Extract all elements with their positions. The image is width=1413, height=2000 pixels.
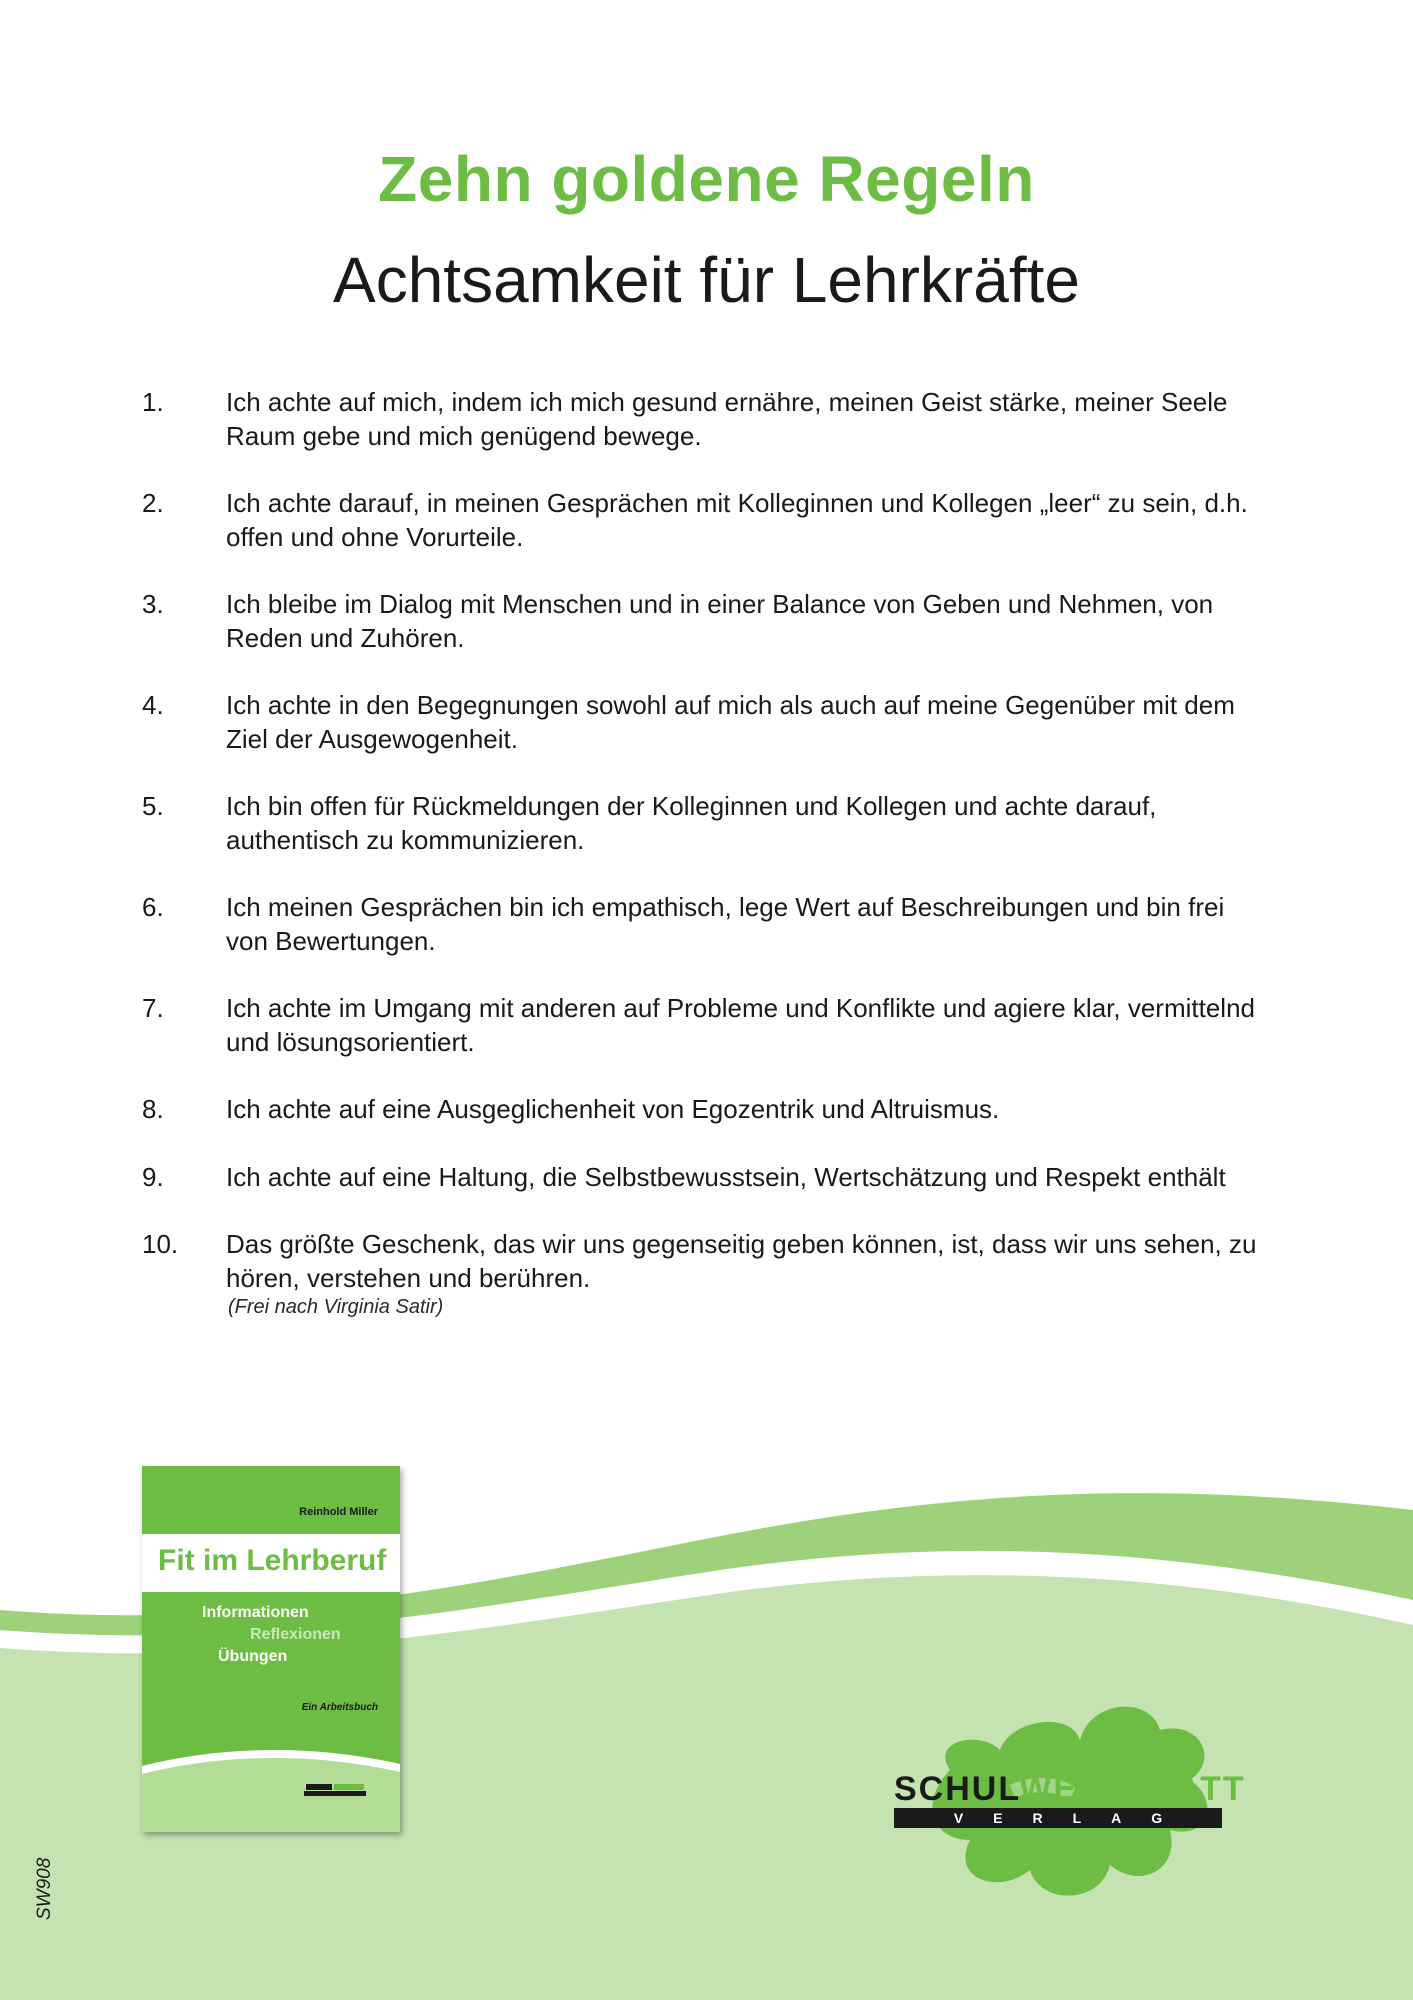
book-subtitle: Ein Arbeitsbuch bbox=[301, 1702, 378, 1713]
rule-number: 8. bbox=[142, 1094, 164, 1124]
rule-number: 2. bbox=[142, 488, 164, 518]
rule-number: 5. bbox=[142, 791, 164, 821]
rule-text: Ich achte auf eine Ausgeglichenheit von Egozentrik und Altruismus. bbox=[226, 1094, 1000, 1124]
publisher-name-part1: SCHUL bbox=[894, 1770, 1020, 1808]
book-author: Reinhold Miller bbox=[299, 1506, 378, 1518]
rule-text: Ich achte in den Begegnungen sowohl auf mich als auch auf meine Gegenüber mit dem Ziel der Ausgewogenheit. bbox=[226, 690, 1235, 754]
rule-text: Ich achte auf eine Haltung, die Selbstbewusstsein, Wertschätzung und Respekt enthält bbox=[226, 1162, 1226, 1192]
page-subtitle: Achtsamkeit für Lehrkräfte bbox=[333, 244, 1080, 316]
book-line: Reflexionen bbox=[250, 1626, 341, 1643]
publisher-tagline: VERLAG bbox=[894, 1808, 1222, 1828]
rule-text: Ich meinen Gesprächen bin ich empathisch, lege Wert auf Beschreibungen und bin frei von Bewertungen. bbox=[226, 892, 1225, 956]
publisher-name bbox=[894, 1770, 1246, 1809]
rule-number: 3. bbox=[142, 589, 164, 619]
rule-text: Ich bin offen für Rückmeldungen der Kolleginnen und Kollegen und achte darauf, authentisch zu kommunizieren. bbox=[226, 791, 1157, 855]
rule-text: Ich achte auf mich, indem ich mich gesund ernähre, meinen Geist stärke, meiner Seele Raum gebe und mich genügend bewege. bbox=[226, 387, 1228, 451]
rule-text: Ich achte im Umgang mit anderen auf Probleme und Konflikte und agiere klar, vermittelnd und lösungsorientiert. bbox=[226, 993, 1255, 1057]
rule-text: Ich bleibe im Dialog mit Menschen und in einer Balance von Geben und Nehmen, von Reden und Zuhören. bbox=[226, 589, 1214, 653]
rule-text: Das größte Geschenk, das wir uns gegenseitig geben können, ist, dass wir uns sehen, zu hören, verstehen und berühren. bbox=[226, 1229, 1257, 1293]
rule-text: Ich achte darauf, in meinen Gesprächen mit Kolleginnen und Kollegen „leer“ zu sein, d.h. offen und ohne Vorurteile. bbox=[226, 488, 1248, 552]
citation: (Frei nach Virginia Satir) bbox=[228, 1296, 444, 1318]
book-cover bbox=[142, 1466, 400, 1832]
rule-number: 10. bbox=[142, 1229, 179, 1259]
rule-number: 9. bbox=[142, 1162, 164, 1192]
book-publisher-logo bbox=[304, 1782, 366, 1798]
rule-number: 7. bbox=[142, 993, 164, 1023]
rule-number: 6. bbox=[142, 892, 164, 922]
page-title: Zehn goldene Regeln bbox=[378, 143, 1035, 215]
publisher-name-part2: WERKSTATT bbox=[1019, 1770, 1246, 1808]
rule-number: 1. bbox=[142, 387, 164, 417]
book-line: Informationen bbox=[202, 1604, 309, 1621]
book-title: Fit im Lehrberuf bbox=[158, 1544, 387, 1577]
product-code: SW908 bbox=[34, 1857, 55, 1920]
book-line: Übungen bbox=[218, 1648, 288, 1665]
rule-number: 4. bbox=[142, 690, 164, 720]
